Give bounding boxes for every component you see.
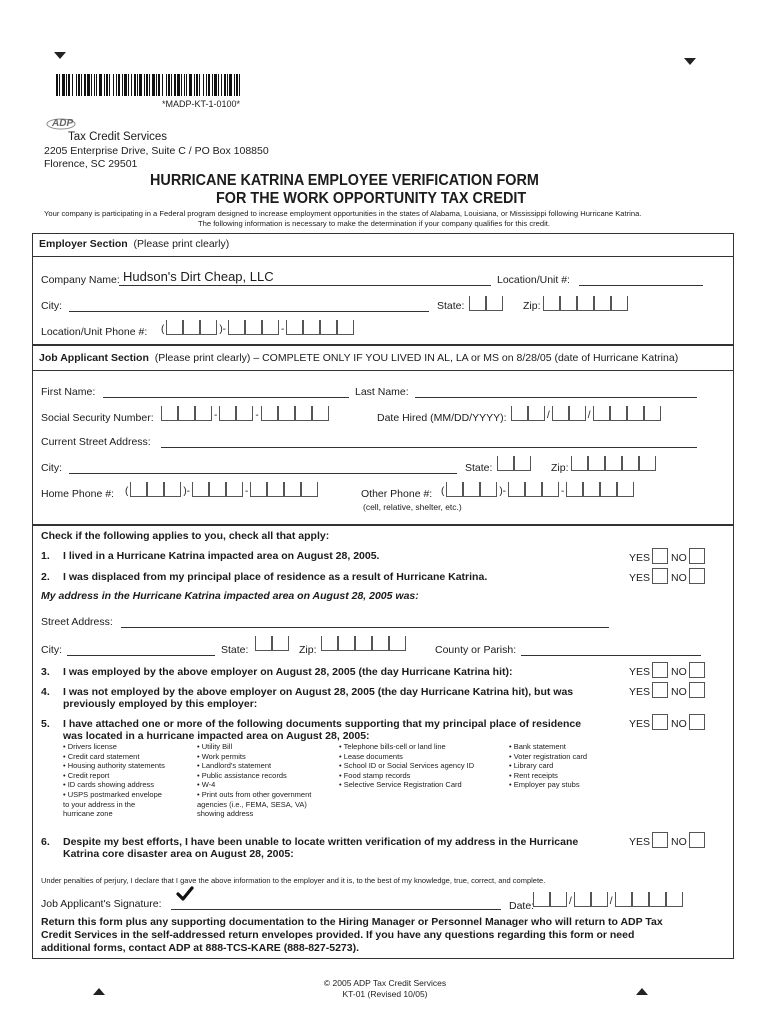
documents-column-2 <box>197 742 311 819</box>
q1-text: I lived in a Hurricane Katrina impacted area on August 28, 2005. <box>63 550 380 562</box>
signature-checkmark-icon <box>175 884 195 909</box>
employer-heading: Employer Section (Please print clearly) <box>39 238 230 250</box>
document-item: • Lease documents <box>339 751 403 761</box>
q1-number: 1. <box>41 550 50 562</box>
other-phone-label: Other Phone #: <box>361 488 433 500</box>
document-item: • Utility Bill <box>197 742 233 751</box>
q1-yes-no <box>629 548 708 564</box>
q6-text-line1: Despite my best efforts, I have been unable to locate written verification of my address in the Hurricane <box>63 836 579 848</box>
q5-no-label: NO <box>671 718 687 730</box>
company-name: Tax Credit Services <box>68 131 168 143</box>
q1-yes-label: YES <box>629 552 651 564</box>
document-item: • Drivers license <box>63 742 117 751</box>
q3-yes-no <box>629 662 708 678</box>
q3-yes-checkbox[interactable] <box>652 662 668 678</box>
document-item: • Print outs from other government <box>197 789 312 799</box>
q4-yes-no <box>629 682 708 698</box>
q3-yes-label: YES <box>629 666 651 678</box>
other-phone-field[interactable]: ( )- - <box>439 482 634 497</box>
q5-yes-checkbox[interactable] <box>652 714 668 730</box>
q4-no-checkbox[interactable] <box>689 682 705 698</box>
location-unit-label: Location/Unit #: <box>497 274 570 286</box>
katrina-street-field[interactable] <box>121 612 609 628</box>
company-name-label: Company Name: <box>41 274 120 286</box>
street-address-field[interactable] <box>161 432 697 448</box>
barcode-bar <box>240 74 242 96</box>
first-name-label: First Name: <box>41 386 96 398</box>
q6-yes-label: YES <box>629 836 651 848</box>
date-hired-field[interactable]: / / <box>511 406 661 421</box>
q6-no-checkbox[interactable] <box>689 832 705 848</box>
document-item: • Work permits <box>197 751 246 761</box>
katrina-city-field[interactable] <box>67 640 215 656</box>
county-parish-field[interactable] <box>521 640 701 656</box>
svg-text:ADP: ADP <box>52 118 74 129</box>
other-phone-note: (cell, relative, shelter, etc.) <box>363 502 462 512</box>
applicant-city-label: City: <box>41 462 62 474</box>
q2-no-checkbox[interactable] <box>689 568 705 584</box>
document-item: • Public assistance records <box>197 770 287 780</box>
document-item: • Library card <box>509 761 554 771</box>
document-item: agencies (i.e., FEMA, SESA, VA) <box>197 799 307 809</box>
q6-text-line2: Katrina core disaster area on August 28, 2005: <box>63 848 294 860</box>
document-item: • Voter registration card <box>509 751 588 761</box>
document-item: • Employer pay stubs <box>509 780 580 790</box>
home-phone-field[interactable]: ( )- - <box>123 482 318 497</box>
q5-yes-no <box>629 714 708 730</box>
document-item: • Rent receipts <box>509 770 558 780</box>
employer-state-field[interactable] <box>469 296 503 311</box>
q5-yes-label: YES <box>629 718 651 730</box>
footer-copyright: © 2005 ADP Tax Credit Services <box>323 978 447 988</box>
ssn-label: Social Security Number: <box>41 412 154 424</box>
q5-number: 5. <box>41 718 50 730</box>
registration-mark-top-right <box>684 58 696 65</box>
document-item: • Food stamp records <box>339 770 411 780</box>
applicant-zip-label: Zip: <box>551 462 569 474</box>
q1-no-checkbox[interactable] <box>689 548 705 564</box>
q6-no-label: NO <box>671 836 687 848</box>
q5-text-line2: was located in a hurricane impacted area on August 28, 2005: <box>63 730 370 742</box>
address-line2: Florence, SC 29501 <box>44 158 138 170</box>
katrina-street-label: Street Address: <box>41 616 113 628</box>
street-address-label: Current Street Address: <box>41 436 151 448</box>
q2-yes-label: YES <box>629 572 651 584</box>
q4-text-line2: previously employed by this employer: <box>63 698 258 710</box>
document-item: • School ID or Social Services agency ID <box>339 761 475 771</box>
home-phone-label: Home Phone #: <box>41 488 114 500</box>
county-parish-label: County or Parish: <box>435 644 517 656</box>
q3-no-checkbox[interactable] <box>689 662 705 678</box>
q2-yes-checkbox[interactable] <box>652 568 668 584</box>
katrina-city-label: City: <box>41 644 62 656</box>
address-line1: 2205 Enterprise Drive, Suite C / PO Box 108850 <box>44 145 269 157</box>
katrina-state-label: State: <box>221 644 249 656</box>
company-name-value: Hudson's Dirt Cheap, LLC <box>123 269 274 284</box>
registration-mark-top-left <box>54 52 66 59</box>
q5-text-line1: I have attached one or more of the following documents supporting that my principal place of residence <box>63 718 582 730</box>
documents-column-3 <box>339 742 474 790</box>
applicant-state-label: State: <box>465 462 493 474</box>
last-name-label: Last Name: <box>355 386 409 398</box>
q2-no-label: NO <box>671 572 687 584</box>
q4-yes-checkbox[interactable] <box>652 682 668 698</box>
employer-city-label: City: <box>41 300 62 312</box>
intro-line1: Your company is participating in a Federal program designed to increase employment opportunities in the states of Alabama, Louisiana, or Mississippi following Hurricane Katrina. <box>44 209 642 218</box>
applicant-zip-field[interactable] <box>571 456 656 471</box>
form-code: *MADP-KT-1-0100* <box>162 99 241 109</box>
return-instructions-line2: Credit Services in the self-addressed return envelopes provided. If you have any questions regarding this form or need <box>41 929 635 941</box>
q2-yes-no <box>629 568 708 584</box>
employer-phone-field[interactable]: ( )- - <box>159 320 354 335</box>
q3-text: I was employed by the above employer on August 28, 2005 (the day Hurricane Katrina hit): <box>63 666 513 678</box>
document-item: • W-4 <box>197 780 216 790</box>
q6-yes-checkbox[interactable] <box>652 832 668 848</box>
footer-revision: KT-01 (Revised 10/05) <box>342 989 428 999</box>
applicant-heading: Job Applicant Section (Please print clearly) – COMPLETE ONLY IF YOU LIVED IN AL, LA or MS on 8/28/05 (date of Hurricane Katrina) <box>39 352 679 364</box>
intro-line2: The following information is necessary to make the determination if your company qualifies for this credit. <box>198 219 551 228</box>
checks-section <box>32 525 734 959</box>
katrina-zip-label: Zip: <box>299 644 317 656</box>
document-item: • Telephone bills-cell or land line <box>339 742 446 751</box>
employer-zip-field[interactable] <box>543 296 628 311</box>
barcode <box>56 74 242 96</box>
q2-number: 2. <box>41 571 50 583</box>
q3-no-label: NO <box>671 666 687 678</box>
return-instructions-line1: Return this form plus any supporting documentation to the Hiring Manager or Personnel Manager who will return to ADP Tax <box>41 916 663 928</box>
location-unit-field[interactable] <box>579 270 703 286</box>
company-name-field[interactable] <box>119 268 491 286</box>
q6-number: 6. <box>41 836 50 848</box>
date-hired-label: Date Hired (MM/DD/YYYY): <box>377 412 507 424</box>
employer-city-field[interactable] <box>69 296 429 312</box>
q1-no-label: NO <box>671 552 687 564</box>
signature-date-field[interactable]: / / <box>533 892 683 907</box>
document-item: • Credit card statement <box>63 751 140 761</box>
applicant-section <box>32 345 734 525</box>
document-item: hurricane zone <box>63 809 113 819</box>
q4-number: 4. <box>41 686 50 698</box>
q2-text: I was displaced from my principal place of residence as a result of Hurricane Katrina. <box>63 571 488 583</box>
perjury-statement: Under penalties of perjury, I declare that I gave the above information to the employer and it is, to the best of my knowledge, true, correct, and complete. <box>41 876 546 885</box>
katrina-zip-field[interactable] <box>321 636 406 651</box>
signature-date-label: Date: <box>509 900 535 912</box>
form-title-line1: HURRICANE KATRINA EMPLOYEE VERIFICATION FORM <box>150 172 539 189</box>
checks-heading: Check if the following applies to you, check all that apply: <box>41 530 330 542</box>
katrina-state-field[interactable] <box>255 636 289 651</box>
ssn-field[interactable]: - - <box>161 406 329 421</box>
document-item: • Selective Service Registration Card <box>339 780 462 790</box>
employer-phone-label: Location/Unit Phone #: <box>41 326 148 338</box>
document-item: • Landlord's statement <box>197 761 272 771</box>
document-item: showing address <box>197 809 254 819</box>
document-item: • USPS postmarked envelope <box>63 789 162 799</box>
applicant-city-field[interactable] <box>69 458 457 474</box>
employer-state-label: State: <box>437 300 465 312</box>
last-name-field[interactable] <box>415 382 697 398</box>
q1-yes-checkbox[interactable] <box>652 548 668 564</box>
return-instructions-line3: additional forms, contact ADP at 888-TCS-KARE (888-827-5273). <box>41 942 360 954</box>
q4-text-line1: I was not employed by the above employer on August 28, 2005 (the day Hurricane Katrina hit), but was <box>63 686 574 698</box>
documents-column-4 <box>509 742 587 790</box>
signature-label: Job Applicant's Signature: <box>41 898 162 910</box>
documents-column-1 <box>63 742 165 819</box>
q3-number: 3. <box>41 666 50 678</box>
q4-yes-label: YES <box>629 686 651 698</box>
employer-zip-label: Zip: <box>523 300 541 312</box>
q6-yes-no <box>629 832 708 848</box>
document-item: • Bank statement <box>509 742 566 751</box>
signature-field[interactable] <box>171 892 501 910</box>
address-heading: My address in the Hurricane Katrina impacted area on August 28, 2005 was: <box>41 590 419 602</box>
first-name-field[interactable] <box>103 382 349 398</box>
document-item: • ID cards showing address <box>63 780 154 790</box>
document-item: • Housing authority statements <box>63 761 165 771</box>
document-item: to your address in the <box>63 799 136 809</box>
q5-no-checkbox[interactable] <box>689 714 705 730</box>
q4-no-label: NO <box>671 686 687 698</box>
applicant-state-field[interactable] <box>497 456 531 471</box>
employer-section <box>32 233 734 345</box>
form-title-line2: FOR THE WORK OPPORTUNITY TAX CREDIT <box>216 190 527 207</box>
document-item: • Credit report <box>63 770 110 780</box>
